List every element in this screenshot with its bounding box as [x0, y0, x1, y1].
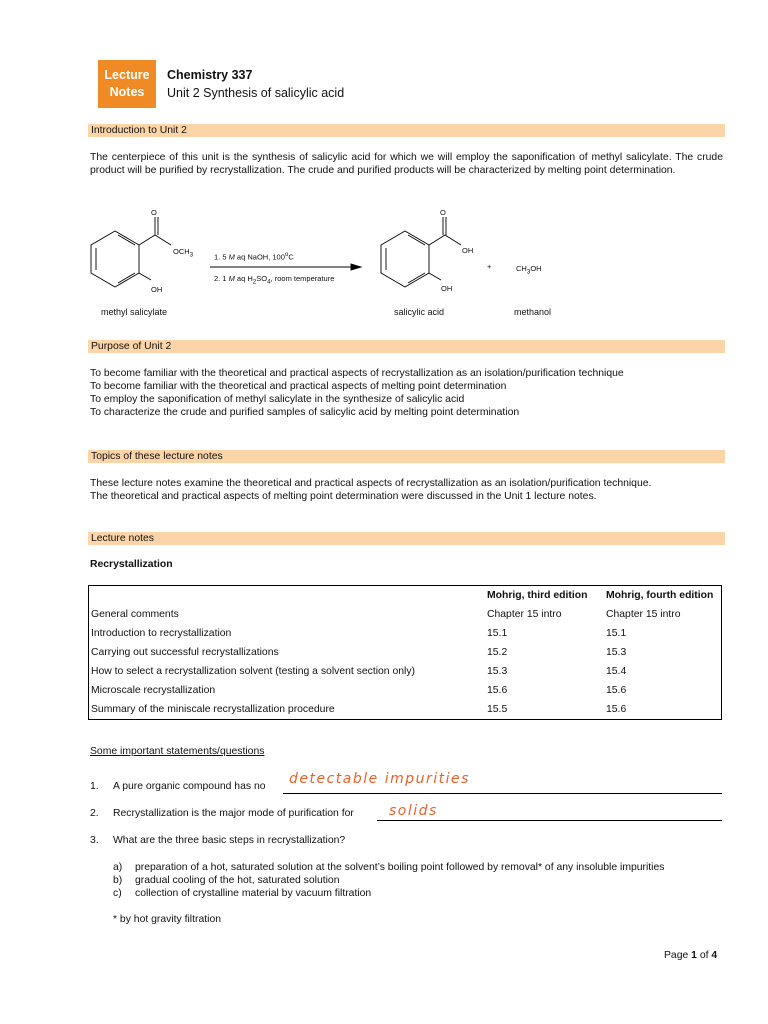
benzene-ring-reactant: [91, 231, 139, 287]
badge-line1: Lecture: [104, 68, 150, 82]
table-cell: 15.6: [487, 685, 508, 696]
page-number: Page 1 of 4: [664, 950, 718, 961]
table-cell: 15.4: [606, 666, 627, 677]
reaction-step1: 1. 5 M aq NaOH, 100$^o$C: [214, 251, 294, 262]
unit-title: Unit 2 Synthesis of salicylic acid: [167, 86, 345, 100]
table-cell: Introduction to recrystallization: [91, 628, 232, 639]
question-number: 3.: [90, 835, 99, 846]
question-text: A pure organic compound has no: [113, 781, 266, 792]
product-phenol-oh: OH: [441, 284, 453, 293]
table-row: [89, 681, 722, 700]
question-number: 2.: [90, 808, 99, 819]
step-text: preparation of a hot, saturated solution at the solvent’s boiling point followed by removal* of any insoluble impurities: [135, 862, 665, 873]
question-number: 1.: [90, 781, 99, 792]
question-2: [90, 808, 354, 819]
footnote: * by hot gravity filtration: [113, 914, 221, 925]
statements-heading: Some important statements/questions: [90, 746, 265, 757]
step-key: c): [113, 888, 122, 899]
table-cell: 15.6: [606, 685, 627, 696]
section-topics-heading: Topics of these lecture notes: [88, 450, 725, 463]
purpose-item: To employ the saponification of methyl salicylate in the synthesize of salicylic acid: [90, 394, 465, 405]
table-cell: Chapter 15 intro: [487, 609, 562, 620]
reactant-oh: OH: [151, 285, 163, 294]
table-cell: 15.2: [487, 647, 508, 658]
step-key: b): [113, 875, 123, 886]
table-cell: Summary of the miniscale recrystallization procedure: [91, 704, 335, 715]
table-cell: General comments: [91, 609, 179, 620]
section-purpose-heading: Purpose of Unit 2: [88, 340, 725, 353]
table-header-cell: [89, 586, 488, 606]
table-cell: 15.3: [487, 666, 508, 677]
course-title: Chemistry 337: [167, 68, 253, 82]
handwritten-answer-1: detectable impurities: [289, 771, 470, 787]
topics-line: These lecture notes examine the theoretical and practical aspects of recrystallization as an isolation/purification technique.: [90, 478, 652, 489]
table-cell: Carrying out successful recrystallizations: [91, 647, 279, 658]
topics-line: The theoretical and practical aspects of melting point determination were discussed in the Unit 1 lecture notes.: [90, 491, 597, 502]
product-name: salicylic acid: [394, 307, 445, 317]
byproduct-name: methanol: [514, 307, 552, 317]
table-cell: Microscale recrystallization: [91, 685, 216, 696]
table-header-cell: Mohrig, fourth edition: [606, 590, 714, 601]
product-acid-oh: OH: [462, 246, 474, 255]
table-row: [89, 605, 722, 624]
handwritten-answer-2: solids: [389, 803, 438, 819]
table-cell: 15.3: [606, 647, 627, 658]
purpose-item: To characterize the crude and purified samples of salicylic acid by melting point determination: [90, 407, 520, 418]
intro-paragraph: The centerpiece of this unit is the synthesis of salicylic acid for which we will employ the saponification of methyl salicylate. The crude product will be purified by recrystallization. The crude and purified products will be characterized by melting point determination.: [90, 152, 723, 177]
table-row: [89, 700, 722, 720]
section-intro-heading: Introduction to Unit 2: [88, 124, 725, 137]
plus-sign: +: [487, 262, 492, 271]
answer-line-1: [283, 793, 722, 794]
step-key: a): [113, 862, 123, 873]
table-header-row: [89, 586, 722, 606]
question-1: [90, 781, 266, 792]
section-lecture-heading: Lecture notes: [88, 532, 725, 545]
table-row: [89, 624, 722, 643]
question-text: Recrystallization is the major mode of purification for: [113, 808, 354, 819]
step-item: [113, 861, 664, 874]
table-row: [89, 643, 722, 662]
benzene-ring-product: [381, 231, 429, 287]
lecture-notes-badge: [98, 60, 156, 108]
table-cell: 15.1: [606, 628, 627, 639]
reactant-name: methyl salicylate: [101, 307, 168, 317]
step-item: [113, 874, 340, 887]
question-text: What are the three basic steps in recrystallization?: [113, 835, 346, 846]
reactant-carbonyl-o: O: [151, 208, 157, 217]
purpose-item: To become familiar with the theoretical and practical aspects of melting point determination: [90, 381, 507, 392]
recrystallization-subheading: Recrystallization: [90, 559, 173, 570]
purpose-item: To become familiar with the theoretical and practical aspects of recrystallization as an isolation/purification technique: [90, 368, 624, 379]
product-carbonyl-o: O: [440, 208, 446, 217]
table-cell: Chapter 15 intro: [606, 609, 681, 620]
table-header-cell: Mohrig, third edition: [487, 590, 588, 601]
reading-table: [88, 585, 722, 720]
reactant-och3: $OCH_3$: [173, 247, 194, 259]
table-row: [89, 662, 722, 681]
question-3: [90, 835, 345, 846]
badge-line2: Notes: [109, 85, 145, 99]
step-item: [113, 887, 371, 900]
step-text: collection of crystalline material by vacuum filtration: [135, 888, 372, 899]
reaction-step2: 2. 1 M aq $H_2SO_4$, room temperature: [214, 274, 335, 286]
step-text: gradual cooling of the hot, saturated solution: [135, 875, 340, 886]
answer-line-2: [377, 820, 722, 821]
table-cell: 15.6: [606, 704, 627, 715]
methanol-formula: $CH_3OH$: [516, 264, 542, 276]
table-cell: 15.1: [487, 628, 508, 639]
table-cell: How to select a recrystallization solvent (testing a solvent section only): [91, 666, 415, 677]
table-cell: 15.5: [487, 704, 508, 715]
